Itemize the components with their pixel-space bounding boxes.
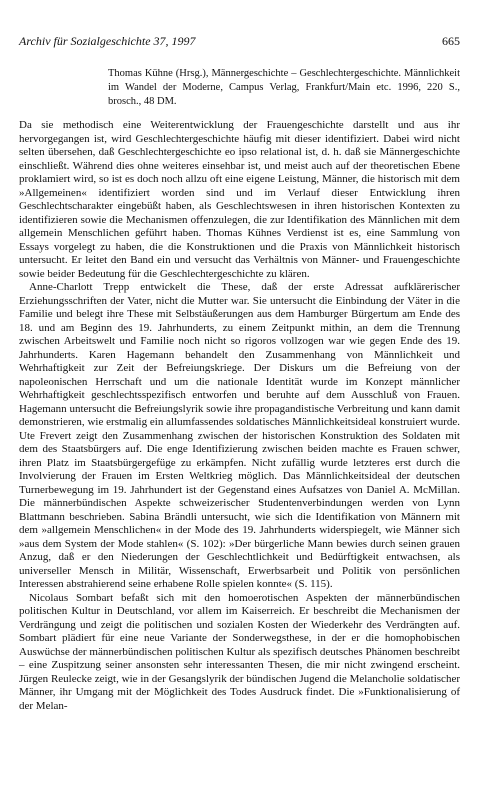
running-head [19, 34, 460, 48]
paragraph: Anne-Charlott Trepp entwickelt die These, daß der erste Adressat aufklärerischer Erziehungsschriften der Vater, nicht die Mutter war. Sie untersucht die Einbindung der Väter in die Familie und belegt ihre These mit Selbstäußerungen aus dem Hamburger Bürgertum am Ende des 18. und am Beginn des 19. Jahrhunderts, zu einem Zeitpunkt mithin, an dem die Trennung zwischen Arbeitswelt und Familie noch nicht so rigoros vollzogen war wie gegen Ende des 19. Jahrhunderts. Karen Hagemann behandelt den Zusammenhang von Männlichkeit und Wehrhaftigkeit zur Zeit der Befreiungskriege. Der Diskurs um die Befreiung von der napoleonischen Herrschaft und um die nationale Identität wurde im Konzept männlicher Wehrhaftigkeit geschlechtsspezifisch entworfen und beruhte auf dem Ausschluß von Frauen. Hagemann untersucht die Befreiungslyrik sowie ihre propagandistische Verbreitung und kann damit demonstrieren, wie erstmalig ein allumfassendes soldatisches Männlichkeitsideal konstruiert wurde. Ute Frevert zeigt den Zusammenhang zwischen der historischen Konstruktion des Soldaten mit dem des Staatsbürgers auf. Die enge Identifizierung zwischen beiden machte es Frauen schwer, ihren Platz im Staatsbürgergefüge zu erkämpfen. Nicht zufällig wurde letzteres erst durch die Involvierung der Frauen im Ersten Weltkrieg möglich. Das Männlichkeitsideal der deutschen Turnerbewegung im 19. Jahrhundert ist der Gegenstand eines Aufsatzes von Daniel A. McMillan. Die männerbündischen Aspekte schweizerischer Studentenverbindungen werden von Lynn Blattmann beschrieben. Sabina Brändli untersucht, wie sich die Identifikation von Männern mit dem »allgemein Menschlichen« in der Mode des 19. Jahrhunderts widerspiegelt, wie Männer sich »aus dem System der Mode stahlen« (S. 102): »Der bürgerliche Mann bewies durch seinen grauen Anzug, daß er den Niederungen der Geschlechtlichkeit und Bedürftigkeit entwachsen, als universeller Mensch in Militär, Wissenschaft, Erwerbsarbeit und Politik von persönlichen Interessen abstrahierend seine erhabene Rolle spielen konnte« (S. 115). [19, 281, 460, 590]
review-body [19, 119, 460, 713]
paragraph: Nicolaus Sombart befaßt sich mit den homoerotischen Aspekten der männerbündischen politischen Kultur in Deutschland, vor allem im Kaiserreich. Er beschreibt die Mechanismen der Verdrängung und zeigt die politischen und sozialen Kosten der Wiederkehr des Verdrängten auf. Sombart plädiert für eine neue Variante der Sonderwegsthese, in der er die homophobischen Auswüchse der männerbündischen politischen Kultur als spezifisch deutsches Phänomen beschreibt – eine Zuspitzung seiner ansonsten sehr interessanten Thesen, die mir nicht zwingend erscheint. Jürgen Reulecke zeigt, wie in der Gesangslyrik der bündischen Jugend die Melancholie soldatischer Männer, ihr Umgang mit der Möglichkeit des Todes Ausdruck findet. Die »Funktionalisierung of der Melan- [19, 591, 460, 712]
paragraph: Da sie methodisch eine Weiterentwicklung der Frauengeschichte darstellt und aus ihr hervorgegangen ist, wird Geschlechtergeschichte häufig mit dieser identifiziert. Dabei wird nicht selten übersehen, daß Geschlechtergeschichte eo ipso relational ist, d. h. daß sie Männergeschichte einschließt. Während dies ohne weiteres einsehbar ist, und meist auch auf der theoretischen Ebene proklamiert wird, so ist es doch noch allzu oft eine eigene Leistung, Männer, die historisch mit dem »Allgemeinen« identifiziert worden sind und im Verlauf dieser Entwicklung ihren Geschlechtscharakter eingebüßt haben, als Geschlechtswesen in ihren historischen Kontexten zu identifizieren sowie die Mechanismen offenzulegen, die zur Identifikation des Männlichen mit dem allgemein Menschlichen geführt haben. Thomas Kühnes Verdienst ist es, eine Sammlung von Essays vorgelegt zu haben, die die Konstruktionen und die Praxis von Männlichkeit historisch untersucht. Er leitet den Band ein und versucht das Verhältnis von Männer- und Frauengeschichte sowie beider Bedeutung für die Geschlechtergeschichte zu klären. [19, 119, 460, 280]
page-number: 665 [442, 34, 460, 48]
review-bibliographic-header: Thomas Kühne (Hrsg.), Männergeschichte – Geschlechtergeschichte. Männlichkeit im Wandel der Moderne, Campus Verlag, Frankfurt/Main etc. 1996, 220 S., brosch., 48 DM. [108, 68, 460, 107]
journal-title: Archiv für Sozialgeschichte 37, 1997 [19, 34, 196, 48]
